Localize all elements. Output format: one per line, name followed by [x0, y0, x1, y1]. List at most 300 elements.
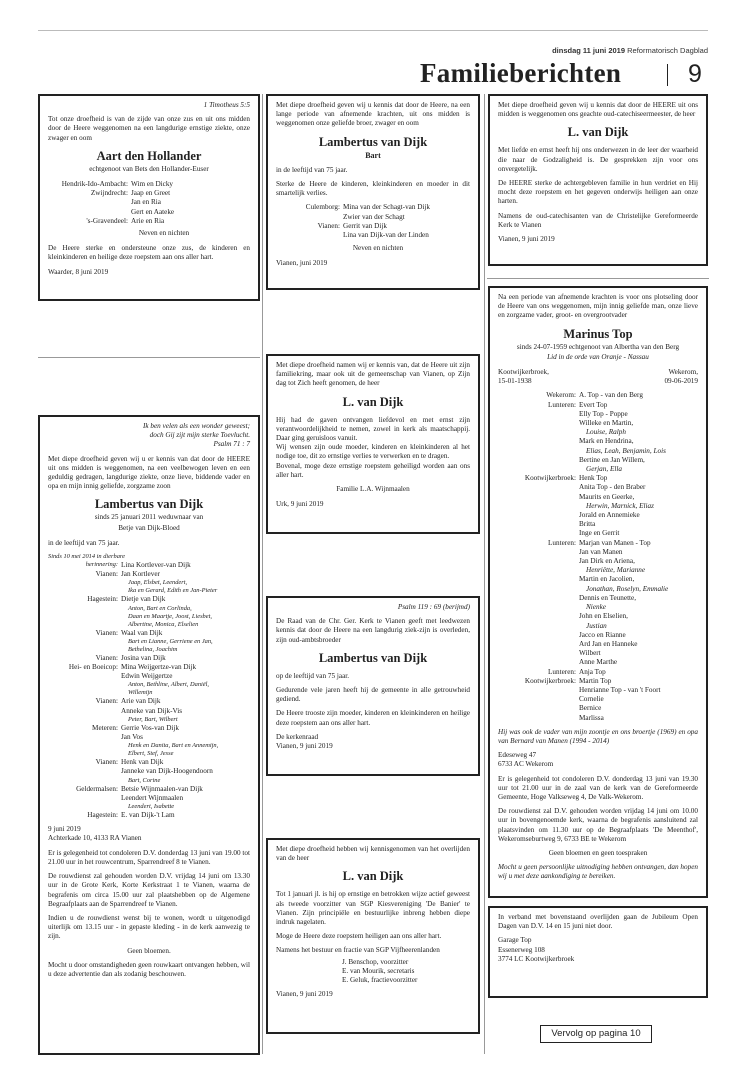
verse-reference: Psalm 71 : 7 — [213, 440, 250, 449]
relative-names: Henriëtte, Marianne — [586, 566, 646, 575]
relative-names: Maurits en Geerke, — [579, 492, 635, 501]
notice-intro: Tot onze droefheid is van de zijde van onze zus en uit ons midden door de Heere weggenomen na een langdurige ernstige ziekte, onze zwager en oom — [48, 115, 250, 142]
relative-names: Nienke — [586, 603, 606, 612]
relative-row — [48, 681, 250, 689]
bible-verse: Psalm 119 : 69 (berijmd) — [397, 603, 470, 611]
relative-row — [48, 811, 250, 820]
signatory-1: J. Benschop, voorzitter — [342, 957, 409, 966]
relative-row — [498, 428, 698, 437]
relative-row — [48, 605, 250, 613]
nephews-nieces: Neven en nichten — [138, 229, 190, 238]
relative-names: Jan Dirk en Ariena, — [579, 557, 635, 566]
relative-row — [48, 785, 250, 794]
place-label — [48, 638, 118, 646]
relative-names: Henk Top — [579, 474, 608, 483]
relative-row — [48, 697, 250, 706]
birth-date: 15-01-1938 — [498, 377, 532, 386]
top-rule — [38, 30, 708, 31]
deceased-name: Marinus Top — [563, 326, 633, 341]
place-label: Vianen: — [95, 570, 118, 579]
relative-row — [498, 502, 698, 511]
relative-names: Jaap, Elsbet, Leendert, — [128, 579, 188, 587]
column-1-rule — [38, 357, 260, 358]
notice-text-1: Tot 1 januari jl. is hij op ernstige en betrokken wijze actief geweest als tweede voorzitter van SGP Kiesvereniging 'De Banier' te Vianen. Zijn principiële en bestuurlijke inbreng hebben diepe indruk nagelaten. — [276, 890, 470, 927]
notice-intro: Met diepe droefheid hebben wij kennisgenomen van het overlijden van de heer — [276, 845, 470, 863]
place-label — [498, 557, 576, 566]
place-label — [498, 594, 576, 603]
funeral-info: De rouwdienst zal gehouden worden D.V. vrijdag 14 juni om 13.30 uur in de Grote Kerk, Korte Kerkstraat 1 te Vianen, waarna de begrafenis om circa 15.00 uur zal plaatshebben op de Algemene Begraafplaats aan de Sparrendreef te Vianen. — [48, 872, 250, 908]
deceased-age: in de leeftijd van 75 jaar. — [276, 165, 348, 174]
relative-row — [498, 410, 698, 419]
place-label — [498, 585, 576, 594]
place-label — [498, 603, 576, 612]
place-label: Vianen: — [95, 653, 118, 662]
no-flowers: Geen bloemen. — [127, 946, 171, 955]
place-label — [498, 566, 576, 575]
place-label: Hei- en Boeicop: — [68, 663, 118, 672]
place-label — [498, 483, 576, 492]
relative-names: Josina van Dijk — [121, 653, 166, 662]
relative-row — [48, 587, 250, 595]
relative-names: Gerrit van Dijk — [343, 221, 387, 230]
notice-l-van-dijk-wijnmaalen — [266, 354, 480, 534]
verse-line-1: Ik ben velen als een wonder geweest; — [143, 422, 250, 430]
relative-row — [498, 649, 698, 658]
relative-row — [48, 579, 250, 587]
relative-row — [498, 695, 698, 704]
notice-l-van-dijk-sgp — [266, 838, 480, 1034]
place-label — [48, 613, 118, 621]
notice-signature: Familie L.A. Wijnmaalen — [336, 485, 410, 494]
relative-row — [498, 465, 698, 474]
invitation-note: Mocht u geen persoonlijke uitnodiging hebben ontvangen, dan hopen wij u met deze aankondiging te bereiken. — [498, 863, 698, 881]
relative-row — [48, 654, 250, 663]
place-label: Vianen: — [95, 628, 118, 637]
widower-line-1: sinds 25 januari 2011 weduwnaar van — [94, 513, 204, 522]
attendance-info: Indien u de rouwdienst wenst bij te wonen, wordt u uitgenodigd uiterlijk om 13.15 uur - in gepaste kleding - in de kerk aanwezig te zijn. — [48, 913, 250, 941]
relative-row — [498, 594, 698, 603]
page-title: Familieberichten — [420, 58, 622, 88]
place-label — [48, 733, 118, 742]
place-label: Kootwijkerbroek: — [524, 676, 576, 685]
relative-names: Jan en Ria — [131, 198, 161, 207]
relative-names: Anton, Bart en Corlinda, — [128, 604, 192, 612]
bible-verse: 1 Timotheus 5:5 — [203, 101, 250, 109]
relative-names: Jan Vos — [121, 733, 143, 742]
relative-row — [48, 561, 250, 570]
place-label — [498, 714, 576, 723]
notice-place-date: Urk, 9 juni 2019 — [276, 500, 324, 509]
place-label: Vianen: — [95, 697, 118, 706]
relative-row — [498, 631, 698, 640]
place-label — [48, 767, 118, 776]
relative-row — [498, 548, 698, 557]
place-label — [498, 649, 576, 658]
relative-row — [48, 621, 250, 629]
notice-aart-den-hollander — [38, 94, 260, 301]
relative-names: Henk en Danita, Bart en Annemijn, — [128, 742, 219, 750]
relative-row — [48, 613, 250, 621]
place-label — [48, 198, 128, 207]
relative-names: Jonathan, Roselyn, Emmalie — [586, 584, 669, 593]
birth-place: Kootwijkerbroek, — [498, 368, 549, 377]
family-note: Hij was ook de vader van mijn zoontje en ons broertje (1969) en opa van Bernard van Manen (1994 - 2014) — [498, 727, 698, 745]
deceased-name: L. van Dijk — [567, 125, 629, 140]
relative-row — [48, 689, 250, 697]
relative-names: Willeke en Martin, — [579, 419, 634, 428]
relative-names: Bart, Corine — [128, 776, 161, 784]
relative-names: Anton, Bethline, Albert, Daniël, — [128, 681, 209, 689]
relative-names: E. van Dijk-'t Lam — [121, 811, 175, 820]
place-label: herinnering: — [85, 561, 118, 569]
relative-names: Henrianne Top - van 't Foort — [579, 685, 661, 694]
place-label — [48, 681, 118, 689]
relative-names: Jan Kortlever — [121, 570, 160, 579]
relative-row — [498, 520, 698, 529]
relative-names: Louise, Ralph — [586, 428, 626, 437]
place-label — [498, 529, 576, 538]
place-label — [48, 689, 118, 697]
relative-names: Dennis en Teunette, — [579, 593, 637, 602]
relative-names: Martin en Jacolien, — [579, 575, 635, 584]
place-label — [48, 208, 128, 217]
relative-names: Inge en Gerrit — [579, 529, 620, 538]
company-street: Essenerweg 108 — [498, 945, 545, 954]
place-label — [48, 646, 118, 654]
column-rule-2 — [484, 94, 485, 1054]
place-label — [498, 419, 576, 428]
relative-names: Zwier van der Schagt — [343, 212, 405, 221]
relative-names: Jan van Manen — [579, 547, 623, 556]
relative-row — [498, 557, 698, 566]
place-label — [498, 465, 576, 474]
notice-place-date: Vianen, 9 juni 2019 — [276, 742, 333, 751]
relatives-list — [276, 203, 470, 240]
place-label — [48, 742, 118, 750]
place-label: Vianen: — [317, 221, 340, 230]
place-label: Zwijndrecht: — [90, 189, 128, 198]
death-place: Wekerom, — [668, 368, 698, 377]
relative-row — [276, 231, 470, 240]
relative-row — [48, 208, 250, 217]
relative-row — [48, 724, 250, 733]
relative-row — [276, 203, 470, 212]
relative-names: Mina van der Schagt-van Dijk — [343, 203, 431, 212]
place-label: Lunteren: — [548, 667, 576, 676]
place-label — [48, 750, 118, 758]
relative-names: Anita Top - den Braber — [579, 483, 646, 492]
relative-names: Herwin, Marnick, Eliaz — [586, 501, 654, 510]
deceased-age: op de leeftijd van 75 jaar. — [276, 671, 350, 680]
deceased-name: L. van Dijk — [342, 869, 404, 884]
place-label: Hagestein: — [87, 595, 118, 604]
relative-names: Daan en Maartje, Joost, Liesbet, — [128, 612, 212, 620]
relative-names: Cornelie — [579, 695, 604, 704]
place-label — [48, 579, 118, 587]
deceased-name: Lambertus van Dijk — [318, 134, 428, 149]
relative-names: Anja Top — [579, 667, 606, 676]
place-label — [498, 410, 576, 419]
relative-names: Mina Weijgertze-van Dijk — [121, 663, 197, 672]
notice-l-van-dijk-catechisanten — [488, 94, 708, 266]
relative-row — [48, 189, 250, 198]
relative-row — [48, 758, 250, 767]
place-label: Hagestein: — [87, 811, 118, 820]
notice-place-date: Vianen, 9 juni 2019 — [276, 990, 333, 999]
notice-garage-top — [488, 906, 708, 998]
relative-row — [498, 401, 698, 410]
notice-text-2: De Heere trooste zijn moeder, kinderen en kleinkinderen en heilige deze roepstem aan ons aller hart. — [276, 709, 470, 727]
notice-text-3: Namens de oud-catechisanten van de Christelijke Gereformeerde Kerk te Vianen — [498, 211, 698, 229]
notice-intro: Met diepe droefheid geven wij u er kennis van dat door de HEERE uit ons midden is weggenomen, na een veelbewogen leven en een geduldig gedragen, langdurige ziekte, onze lieve, biddende vader en opa en mijn innig geliefde, zorgzame zoon — [48, 454, 250, 491]
notice-place-date: Waarder, 8 juni 2019 — [48, 267, 109, 276]
notice-wish: Sterke de Heere de kinderen, kleinkinderen en moeder in dit smartelijk verlies. — [276, 180, 470, 198]
continued-on-page-link[interactable]: Vervolg op pagina 10 — [540, 1025, 652, 1043]
relative-names: A. Top - van den Berg — [579, 391, 643, 400]
memorial-line: Sinds 10 mei 2014 in dierbare — [48, 553, 125, 561]
relative-row — [48, 629, 250, 638]
place-label — [498, 456, 576, 465]
verse-line-2: doch Gij zijt mijn sterke Toevlucht. — [149, 431, 250, 440]
notice-closing: De Heere sterke en ondersteune onze zus, de kinderen en kleinkinderen en heilige deze roepstem aan ons aller hart. — [48, 244, 250, 262]
nephews-nieces: Neven en nichten — [352, 244, 404, 253]
relative-row — [498, 493, 698, 502]
notice-place-date: Vianen, juni 2019 — [276, 259, 328, 268]
place-label — [48, 621, 118, 629]
place-label — [498, 520, 576, 529]
relative-row — [48, 803, 250, 811]
notice-lambertus-van-dijk-kerkenraad — [266, 596, 480, 776]
notice-lambertus-van-dijk-family — [38, 415, 260, 1055]
condolence-info: Er is gelegenheid tot condoleren D.V. donderdag 13 juni van 19.30 uur tot 21.00 uur in de zaal van de kerk van de Gereformeerde Gemeente, Hoge Valkseweg 4, De Valk-Wekerom. — [498, 774, 698, 801]
relative-row — [498, 668, 698, 677]
relative-names: Gert en Aateke — [131, 207, 175, 216]
deceased-name: Lambertus van Dijk — [94, 497, 204, 512]
place-label — [48, 707, 118, 716]
relative-row — [498, 529, 698, 538]
relative-names: Britta — [579, 520, 596, 529]
column-3-rule — [487, 278, 709, 279]
relative-row — [276, 213, 470, 222]
birth-death-labels — [498, 368, 698, 377]
place-label — [498, 686, 576, 695]
relative-row — [48, 716, 250, 724]
place-label — [498, 612, 576, 621]
relative-row — [48, 570, 250, 579]
deceased-spouse: echtgenoot van Bets den Hollander-Euser — [89, 164, 209, 173]
relative-names: Justian — [586, 621, 607, 630]
relative-names: Martin Top — [579, 676, 612, 685]
notice-marinus-top — [488, 286, 708, 898]
place-label: Geldermalsen: — [76, 784, 118, 793]
relative-names: Mark en Hendrina, — [579, 437, 634, 446]
notice-intro: Met diepe droefheid geven wij u kennis dat door de HEERE uit ons midden is weggenomen ons geachte oud-catechiseermeester, de heer — [498, 101, 698, 119]
relative-row — [276, 222, 470, 231]
place-label — [498, 704, 576, 713]
relatives-list — [48, 561, 250, 820]
column-rule-1 — [262, 94, 263, 1054]
relative-row — [48, 595, 250, 604]
place-label — [498, 493, 576, 502]
place-label — [48, 716, 118, 724]
relative-row — [48, 217, 250, 226]
place-label — [498, 658, 576, 667]
spouse-line: sinds 24-07-1959 echtgenoot van Albertha van den Berg — [516, 342, 680, 351]
relative-names: Anneke van Dijk-Vis — [121, 706, 183, 715]
relative-row — [48, 198, 250, 207]
notice-address: Achterkade 10, 4133 RA Vianen — [48, 834, 142, 843]
relative-row — [498, 511, 698, 520]
relative-names: Jorald en Annemieke — [579, 511, 640, 520]
relative-names: Dietje van Dijk — [121, 595, 166, 604]
relative-row — [48, 794, 250, 803]
relative-names: Willemijn — [128, 689, 153, 697]
place-label — [498, 437, 576, 446]
relative-row — [48, 777, 250, 785]
relative-names: Gerjan, Ella — [586, 465, 622, 474]
notice-intro: Met diepe droefheid geven wij u kennis dat door de Heere, na een lange periode van afnemende krachten, uit ons midden is weggenomen onze geliefde broer, zwager en oom — [276, 101, 470, 128]
deceased-name: Lambertus van Dijk — [318, 650, 428, 665]
place-label — [498, 695, 576, 704]
relative-names: Wilbert — [579, 649, 601, 658]
notice-intro: Met diepe droefheid namen wij er kennis van, dat de Heere uit zijn familiekring, maar ook uit de gemeenschap van Vianen, op Zijn dag tot Zich heeft genomen, de heer — [276, 361, 470, 388]
relative-names: Marlissa — [579, 713, 604, 722]
place-label — [498, 631, 576, 640]
notice-intro: Na een periode van afnemende krachten is voor ons plotseling door de Heere van ons weggenomen, mijn innig geliefde man, onze lieve en zorgzame vader, groot- en overgrootvader — [498, 293, 698, 320]
notice-text-1: Met liefde en ernst heeft hij ons onderwezen in de leer der waarheid die naar de Godzaligheid is. De gesprekken zijn voor ons onvergetelijk. — [498, 146, 698, 173]
deceased-name: Aart den Hollander — [96, 148, 202, 163]
relative-row — [498, 686, 698, 695]
place-label — [48, 803, 118, 811]
relatives-list — [48, 180, 250, 226]
relative-names: Elly Top - Poppe — [579, 409, 628, 418]
relative-names: Gerrie Vos-van Dijk — [121, 723, 180, 732]
place-label — [48, 777, 118, 785]
widower-line-2: Betje van Dijk-Bloed — [118, 523, 180, 532]
relative-row — [498, 474, 698, 483]
relative-names: Lina van Dijk-van der Linden — [343, 231, 429, 240]
relative-names: Waal van Dijk — [121, 628, 163, 637]
relative-names: Henk van Dijk — [121, 758, 164, 767]
relative-row — [498, 585, 698, 594]
place-label — [498, 575, 576, 584]
place-label: Lunteren: — [548, 538, 576, 547]
deceased-age: in de leeftijd van 75 jaar. — [48, 538, 120, 547]
signatory-2: E. van Mourik, secretaris — [342, 966, 415, 975]
notice-intro: De Raad van de Chr. Ger. Kerk te Vianen geeft met leedwezen kennis dat door de Heere na een langdurig ziek-zijn is overleden, zijn oud-ambtsbroeder — [276, 617, 470, 644]
relative-names: Anne Marthe — [579, 658, 618, 667]
relative-names: Bernice — [579, 704, 602, 713]
relative-names: Bart en Lianne, Gerriene en Jan, — [128, 637, 213, 645]
relative-row — [48, 767, 250, 776]
relative-row — [498, 603, 698, 612]
place-label: Kootwijkerbroek: — [524, 474, 576, 483]
address-line-2: 6733 AC Wekerom — [498, 760, 554, 769]
funeral-info: De rouwdienst zal D.V. gehouden worden vrijdag 14 juni om 10.00 uur in bovengenoemde kerk, waarna de begrafenis aansluitend zal plaatsvinden om 11.30 uur op de Begraafplaats 'De Meenthof', Wekeromseburtweg 9, 6733 BE te Wekerom — [498, 807, 698, 843]
notice-signature: De kerkenraad — [276, 732, 319, 741]
relative-names: Jacco en Rianne — [579, 630, 626, 639]
birth-death-dates — [498, 377, 698, 386]
notice-text-3: Namens het bestuur en fractie van SGP Vijfheerenlanden — [276, 946, 440, 955]
relative-row — [48, 707, 250, 716]
relative-row — [48, 672, 250, 681]
relative-names: Peter, Bart, Wilbert — [128, 715, 178, 723]
relative-row — [48, 733, 250, 742]
relative-names: Lina Kortlever-van Dijk — [121, 561, 191, 570]
company-city: 3774 LC Kootwijkerbroek — [498, 954, 575, 963]
relative-names: Ard Jan en Hanneke — [579, 639, 638, 648]
page-number: 9 — [688, 60, 702, 88]
relative-row — [498, 539, 698, 548]
relative-row — [498, 704, 698, 713]
relative-row — [48, 742, 250, 750]
relative-row — [48, 663, 250, 672]
notice-text: In verband met bovenstaand overlijden gaan de Jubileum Open Dagen van D.V. 14 en 15 juni niet door. — [498, 913, 698, 931]
deceased-nickname: Bart — [365, 150, 381, 160]
place-label — [498, 428, 576, 437]
condolence-info: Er is gelegenheid tot condoleren D.V. donderdag 13 juni van 19.00 tot 21.00 uur in het rouwcentrum, Sparrendreef 8 te Vianen. — [48, 848, 250, 866]
place-label: Meteren: — [92, 723, 118, 732]
relative-names: Arie en Ria — [131, 216, 165, 225]
signatory-3: E. Geluk, fractievoorzitter — [342, 976, 418, 985]
relative-row — [498, 391, 698, 400]
place-label — [498, 640, 576, 649]
relative-row — [498, 437, 698, 446]
deceased-name: L. van Dijk — [342, 394, 404, 409]
relative-row — [498, 483, 698, 492]
notice-text-2: Wij wensen zijn oude moeder, kinderen en kleinkinderen al het nodige toe, dit zo ernstige verlies te verwerken en te dragen. — [276, 443, 470, 461]
place-label: Hendrik-Ido-Ambacht: — [61, 180, 128, 189]
no-flowers: Geen bloemen en geen toespraken — [548, 848, 648, 857]
place-label: Culemborg: — [305, 203, 340, 212]
notice-text-1: Gedurende vele jaren heeft hij de gemeente in alle getrouwheid gediend. — [276, 686, 470, 704]
page-header-info — [552, 46, 708, 55]
relative-row — [498, 575, 698, 584]
relative-names: Jaap en Greet — [131, 189, 171, 198]
place-label: Wekerom: — [546, 391, 576, 400]
relative-row — [498, 658, 698, 667]
place-label: Vianen: — [95, 758, 118, 767]
relative-names: Evert Top — [579, 400, 608, 409]
relative-row — [498, 677, 698, 686]
notice-date: 9 juni 2019 — [48, 825, 81, 834]
place-label — [276, 213, 340, 222]
relative-row — [498, 447, 698, 456]
relative-names: Marjan van Manen - Top — [579, 538, 651, 547]
place-label — [498, 502, 576, 511]
relative-row — [498, 612, 698, 621]
order-line: Lid in de orde van Oranje - Nassau — [547, 352, 649, 361]
place-label — [48, 794, 118, 803]
relative-row — [498, 456, 698, 465]
relative-row — [498, 566, 698, 575]
relative-names: Betsie Wijnmaalen-van Dijk — [121, 784, 203, 793]
address-line-1: Edeseweg 47 — [498, 751, 537, 760]
relative-row — [48, 646, 250, 654]
relative-names: Janneke van Dijk-Hoogendoorn — [121, 767, 213, 776]
relative-names: Leendert, Isabette — [128, 803, 175, 811]
relative-names: Wim en Dicky — [131, 180, 174, 189]
relative-names: Ika en Gerard, Edith en Jan-Pieter — [128, 587, 218, 595]
header-date: dinsdag 11 juni 2019 — [552, 46, 626, 55]
relative-names: Bethelina, Joachim — [128, 645, 178, 653]
notice-lambertus-van-dijk-bart — [266, 94, 480, 290]
relative-names: Bertine en Jan Willem, — [579, 455, 645, 464]
place-label: Lunteren: — [548, 400, 576, 409]
place-label — [48, 672, 118, 681]
relative-names: John en Elselien, — [579, 612, 628, 621]
relative-row — [498, 640, 698, 649]
